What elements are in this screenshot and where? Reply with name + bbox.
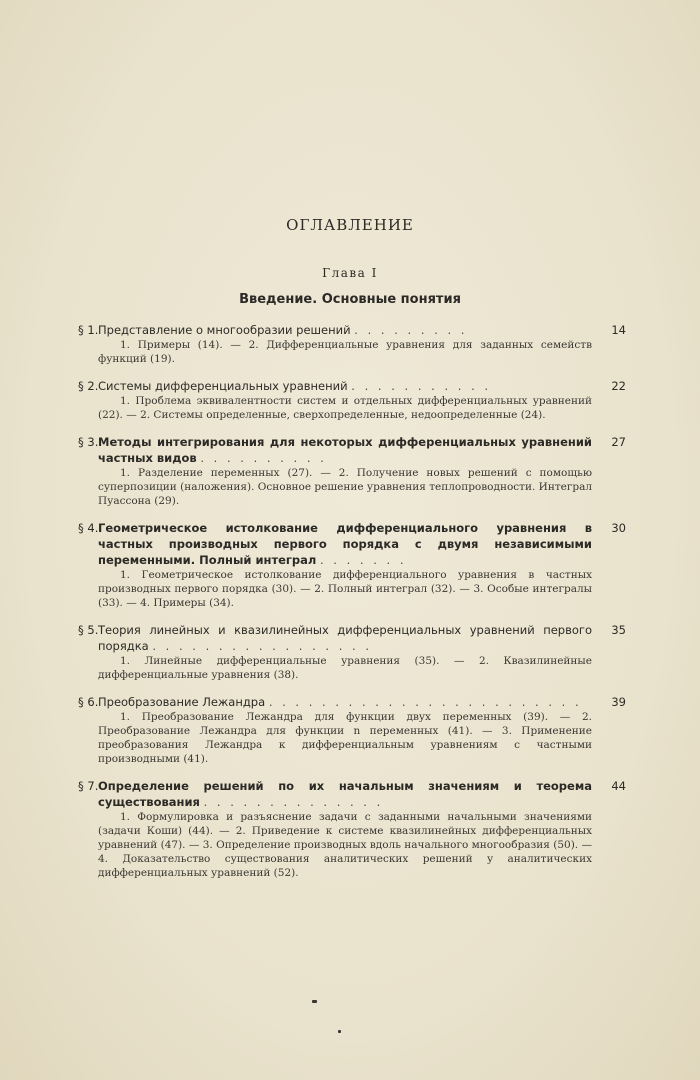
print-speck — [312, 1000, 317, 1003]
toc-entry — [78, 694, 626, 766]
leader-dots: . . . . . . . . . . . . . . — [203, 795, 384, 809]
section-page: 35 — [611, 623, 626, 637]
section-number: § 5. — [78, 623, 99, 637]
leader-dots: . . . . . . . . . . — [200, 451, 327, 465]
toc-entry — [78, 378, 626, 422]
leader-dots: . . . . . . . . . . . . . . . . . — [152, 639, 373, 653]
section-number: § 1. — [78, 323, 99, 337]
section-heading: Методы интегрирования для некоторых дифференциальных уравнений частных видов — [98, 435, 592, 465]
section-number: § 3. — [78, 435, 99, 449]
toc-entry — [78, 434, 626, 508]
section-subtopics: 1. Геометрическое истолкование дифференциального уравнения в частных производных первого порядка (30). — 2. Полный интеграл (32). — 3. Особые интегралы (33). — 4. Примеры (34). — [98, 569, 592, 609]
section-page: 27 — [611, 435, 626, 449]
toc-entry — [78, 520, 626, 610]
section-number: § 7. — [78, 779, 99, 793]
chapter-title: Введение. Основные понятия — [239, 292, 461, 307]
leader-dots: . . . . . . . . . — [354, 323, 468, 337]
section-subtopics: 1. Преобразование Лежандра для функции двух переменных (39). — 2. Преобразование Лежандра для функции n переменных (41). — 3. Применение преобразования Лежандра к дифференциальным уравнениям с частными производными (41). — [98, 711, 592, 765]
section-page: 44 — [611, 779, 626, 793]
section-heading: Системы дифференциальных уравнений — [98, 379, 348, 393]
toc-entry — [78, 322, 626, 366]
section-page: 30 — [611, 521, 626, 535]
section-number: § 6. — [78, 695, 99, 709]
toc-entry — [78, 778, 626, 880]
section-heading: Геометрическое истолкование дифференциального уравнения в частных производных первого порядка с двумя независимыми переменными. Полный интеграл — [98, 521, 592, 567]
section-subtopics: 1. Формулировка и разъяснение задачи с заданными начальными значениями (задачи Коши) (44). — 2. Приведение к системе квазилинейных дифференциальных уравнений (47). — 3. Определение производных вдоль начального многообразия (50). — 4. Доказательство существования аналитических решений у аналитических дифференциальных уравнений (52). — [98, 811, 592, 879]
toc-title: ОГЛАВЛЕНИЕ — [286, 216, 414, 234]
toc-sections — [78, 322, 626, 892]
section-number: § 2. — [78, 379, 99, 393]
section-subtopics: 1. Линейные дифференциальные уравнения (35). — 2. Квазилинейные дифференциальные уравнения (38). — [98, 655, 592, 681]
section-heading: Преобразование Лежандра — [98, 695, 266, 709]
section-number: § 4. — [78, 521, 99, 535]
leader-dots: . . . . . . . . . . . — [351, 379, 492, 393]
toc-entry — [78, 622, 626, 682]
section-subtopics: 1. Примеры (14). — 2. Дифференциальные уравнения для заданных семейств функций (19). — [98, 339, 592, 365]
print-speck — [338, 1030, 341, 1033]
section-page: 39 — [611, 695, 626, 709]
section-subtopics: 1. Разделение переменных (27). — 2. Получение новых решений с помощью суперпозиции (наложения). Основное решение уравнения теплопроводности. Интеграл Пуассона (29). — [98, 467, 592, 507]
section-heading: Представление о многообразии решений — [98, 323, 351, 337]
section-page: 22 — [611, 379, 626, 393]
section-page: 14 — [611, 323, 626, 337]
section-subtopics: 1. Проблема эквивалентности систем и отдельных дифференциальных уравнений (22). — 2. Системы определенные, сверхопределенные, недоопределенные (24). — [98, 395, 592, 421]
leader-dots: . . . . . . . — [320, 553, 407, 567]
section-heading: Теория линейных и квазилинейных дифференциальных уравнений первого порядка — [98, 623, 592, 653]
section-heading: Определение решений по их начальным значениям и теорема существования — [98, 779, 592, 809]
leader-dots: . . . . . . . . . . . . . . . . . . . . . . . . — [268, 695, 582, 709]
chapter-label: Глава I — [322, 266, 378, 280]
